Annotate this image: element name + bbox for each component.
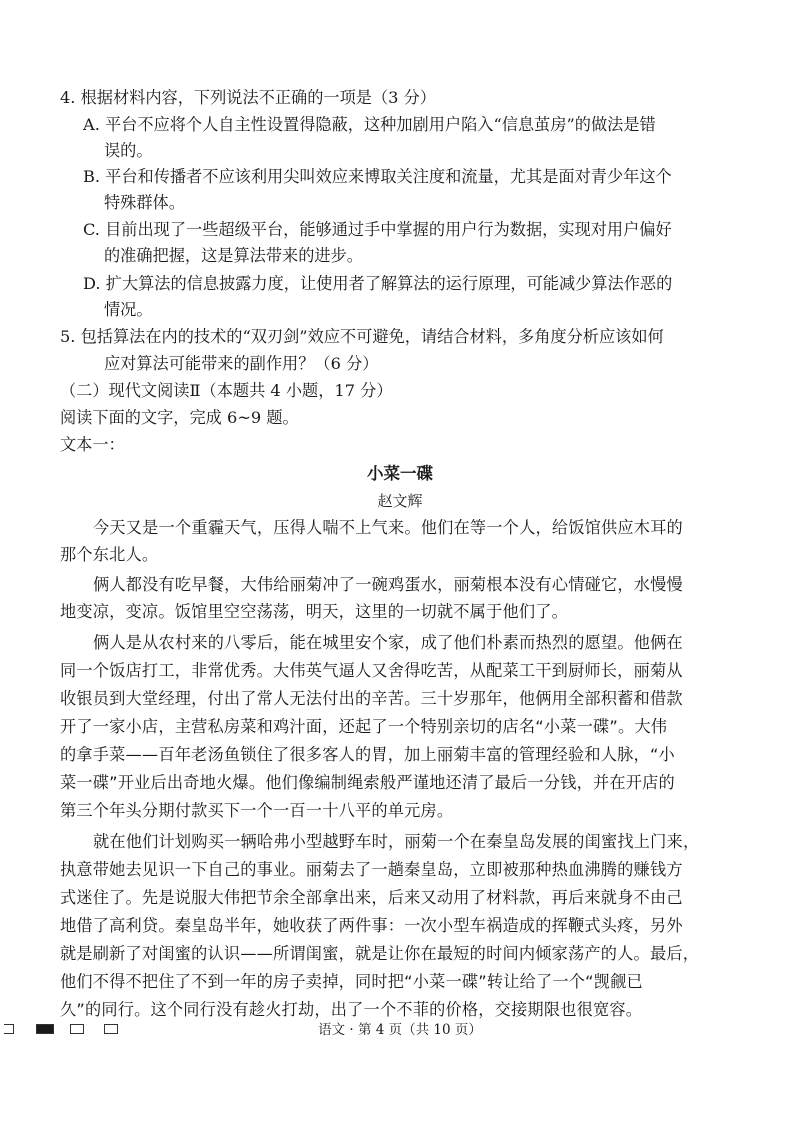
option-b-line-1: B. 平台和传播者不应该利用尖叫效应来博取关注度和流量，尤其是面对青少年这个	[83, 167, 672, 186]
paragraph-4-line-6: 他们不得不把住了不到一年的房子卖掉，同时把“小菜一碟”转让给了一个“觊觎已	[60, 972, 643, 991]
section-instruction: 阅读下面的文字，完成 6~9 题。	[60, 408, 299, 427]
question-5-line-1: 5. 包括算法在内的技术的“双刃剑”效应不可避免，请结合材料，多角度分析应该如何	[60, 327, 664, 346]
paragraph-2-line-1: 俩人都没有吃早餐，大伟给丽菊冲了一碗鸡蛋水，丽菊根本没有心情碰它，水慢慢	[93, 575, 683, 594]
question-5-line-2: 应对算法可能带来的副作用？（6 分）	[104, 354, 379, 373]
option-a-line-1: A. 平台不应将个人自主性设置得隐蔽，这种加剧用户陷入“信息茧房”的做法是错	[83, 115, 656, 134]
option-c-line-1: C. 目前出现了一些超级平台，能够通过手中掌握的用户行为数据，实现对用户偏好	[83, 220, 672, 239]
option-a-line-2: 误的。	[104, 141, 153, 160]
option-c-line-2: 的准确把握，这是算法带来的进步。	[104, 246, 363, 265]
paragraph-3-line-6: 菜一碟”开业后出奇地火爆。他们像编制绳索般严谨地还清了最后一分钱，并在开店的	[60, 773, 675, 792]
page-footer: 语文 · 第 4 页（共 10 页）	[318, 1022, 482, 1038]
paragraph-3-line-7: 第三个年头分期付款买下一个一百一十八平的单元房。	[60, 801, 454, 820]
text-label: 文本一：	[60, 435, 125, 454]
paragraph-4-line-7: 久”的同行。这个同行没有趁火打劫，出了一个不菲的价格，交接期限也很宽容。	[60, 1000, 643, 1019]
paragraph-1-line-1: 今天又是一个重霾天气，压得人喘不上气来。他们在等一个人，给饭馆供应木耳的	[93, 518, 683, 537]
paragraph-1-line-2: 那个东北人。	[60, 545, 159, 564]
paragraph-3-line-3: 收银员到大堂经理，付出了常人无法付出的辛苦。三十岁那年，他俩用全部积蓄和借款	[60, 689, 683, 708]
option-b-line-2: 特殊群体。	[104, 193, 185, 212]
paragraph-3-line-4: 开了一家小店，主营私房菜和鸡汁面，还起了一个特别亲切的店名“小菜一碟”。大伟	[60, 717, 668, 736]
paragraph-4-line-5: 就是刷新了对闺蜜的认识——所谓闺蜜，就是让你在最短的时间内倾家荡产的人。最后，	[60, 944, 700, 963]
paragraph-3-line-2: 同一个饭店打工，非常优秀。大伟英气逼人又舍得吃苦，从配菜工干到厨师长，丽菊从	[60, 661, 683, 680]
question-4-stem: 4. 根据材料内容，下列说法不正确的一项是（3 分）	[60, 88, 436, 107]
paragraph-3-line-5: 的拿手菜——百年老汤鱼锁住了很多客人的胃，加上丽菊丰富的管理经验和人脉，“小	[60, 745, 675, 764]
article-author: 赵文辉	[377, 492, 423, 510]
article-title: 小菜一碟	[367, 464, 433, 483]
section-heading: （二）现代文阅读Ⅱ（本题共 4 小题，17 分）	[60, 381, 393, 400]
paragraph-3-line-1: 俩人是从农村来的八零后，能在城里安个家，成了他们朴素而热烈的愿望。他俩在	[93, 633, 683, 652]
paragraph-4-line-1: 就在他们计划购买一辆哈弗小型越野车时，丽菊一个在秦皇岛发展的闺蜜找上门来，	[93, 832, 700, 851]
paragraph-4-line-4: 地借了高利贷。秦皇岛半年，她收获了两件事：一次小型车祸造成的挥鞭式头疼，另外	[60, 916, 683, 935]
paragraph-4-line-2: 执意带她去见识一下自己的事业。丽菊去了一趟秦皇岛，立即被那种热血沸腾的赚钱方	[60, 860, 683, 879]
paragraph-2-line-2: 地变凉，变凉。饭馆里空空荡荡，明天，这里的一切就不属于他们了。	[60, 602, 569, 621]
paragraph-4-line-3: 式迷住了。先是说服大伟把节余全部拿出来，后来又动用了材料款，再后来就身不由己	[60, 888, 683, 907]
option-d-line-1: D. 扩大算法的信息披露力度，让使用者了解算法的运行原理，可能减少算法作恶的	[83, 274, 673, 293]
option-d-line-2: 情况。	[104, 300, 153, 319]
